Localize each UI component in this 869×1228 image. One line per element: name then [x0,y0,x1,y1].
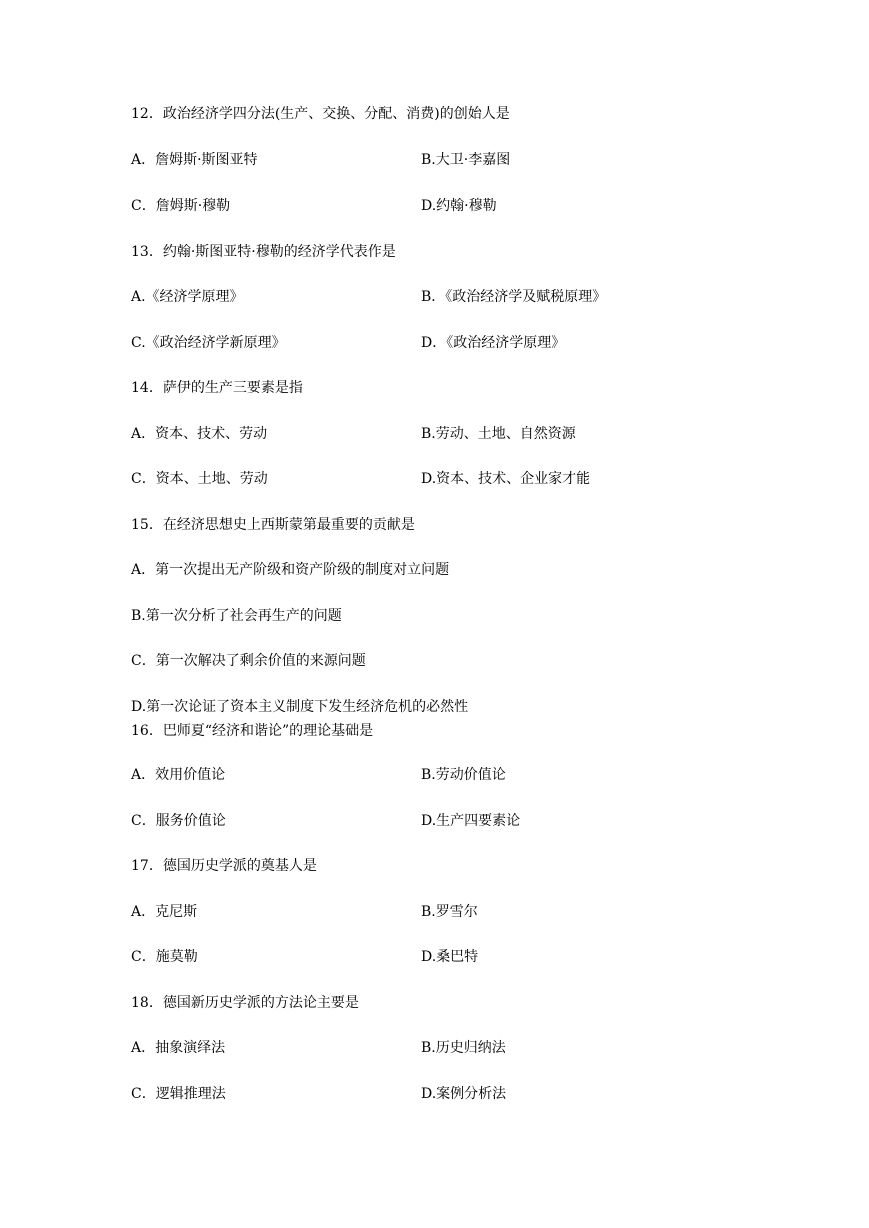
question-16-stem: 16．巴师夏“经济和谐论”的理论基础是 [131,723,374,739]
question-12-options-row-1 [131,150,771,170]
question-16-option-b: B.劳动价值论 [421,767,506,783]
question-14-option-b: B.劳动、土地、自然资源 [421,426,576,442]
question-17-option-b: B.罗雪尔 [421,904,478,920]
question-14-option-d: D.资本、技术、企业家才能 [421,471,591,487]
question-14-options-row-2 [131,469,771,489]
question-12-option-b: B.大卫·李嘉图 [421,152,511,168]
question-17-option-d: D.桑巴特 [421,949,479,965]
question-13-option-a: A.《经济学原理》 [131,289,244,305]
question-12-option-d: D.约翰·穆勒 [421,198,497,214]
question-18-option-a: A．抽象演绎法 [131,1040,226,1056]
question-18-options-row-2 [131,1084,771,1104]
question-17-option-c: C．施莫勒 [131,949,198,965]
question-16-option-d: D.生产四要素论 [421,813,521,829]
question-18-stem: 18．德国新历史学派的方法论主要是 [131,995,359,1011]
question-15-option-c: C．第一次解决了剩余价值的来源问题 [131,653,366,669]
question-14-options-row-1 [131,424,771,444]
question-17-options-row-1 [131,902,771,922]
question-13-stem: 13．约翰·斯图亚特·穆勒的经济学代表作是 [131,244,396,260]
question-18-option-c: C．逻辑推理法 [131,1086,226,1102]
question-13-option-d: D．《政治经济学原理》 [421,335,566,351]
question-13-options-row-2 [131,333,771,353]
question-17-options-row-2 [131,947,771,967]
question-12-stem: 12．政治经济学四分法(生产、交换、分配、消费)的创始人是 [131,106,510,122]
question-12-option-c: C．詹姆斯·穆勒 [131,198,231,214]
question-14-stem: 14．萨伊的生产三要素是指 [131,380,303,396]
question-13-option-c: C.《政治经济学新原理》 [131,335,286,351]
question-17-option-a: A．克尼斯 [131,904,198,920]
question-15-option-a: A．第一次提出无产阶级和资产阶级的制度对立问题 [131,562,450,578]
question-16-option-c: C．服务价值论 [131,813,226,829]
question-17-stem: 17．德国历史学派的奠基人是 [131,858,317,874]
question-16-options-row-1 [131,765,771,785]
question-16-options-row-2 [131,811,771,831]
question-14-option-a: A．资本、技术、劳动 [131,426,268,442]
question-13-options-row-1 [131,287,771,307]
question-15-option-d: D.第一次论证了资本主义制度下发生经济危机的必然性 [131,699,469,715]
question-15-stem: 15．在经济思想史上西斯蒙第最重要的贡献是 [131,517,415,533]
question-18-option-d: D.案例分析法 [421,1086,507,1102]
question-18-option-b: B.历史归纳法 [421,1040,506,1056]
question-14-option-c: C．资本、土地、劳动 [131,471,268,487]
question-16-option-a: A．效用价值论 [131,767,226,783]
question-12-option-a: A．詹姆斯·斯图亚特 [131,152,258,168]
question-18-options-row-1 [131,1038,771,1058]
question-12-options-row-2 [131,196,771,216]
question-13-option-b: B．《政治经济学及赋税原理》 [421,289,607,305]
question-15-option-b: B.第一次分析了社会再生产的问题 [131,608,342,624]
